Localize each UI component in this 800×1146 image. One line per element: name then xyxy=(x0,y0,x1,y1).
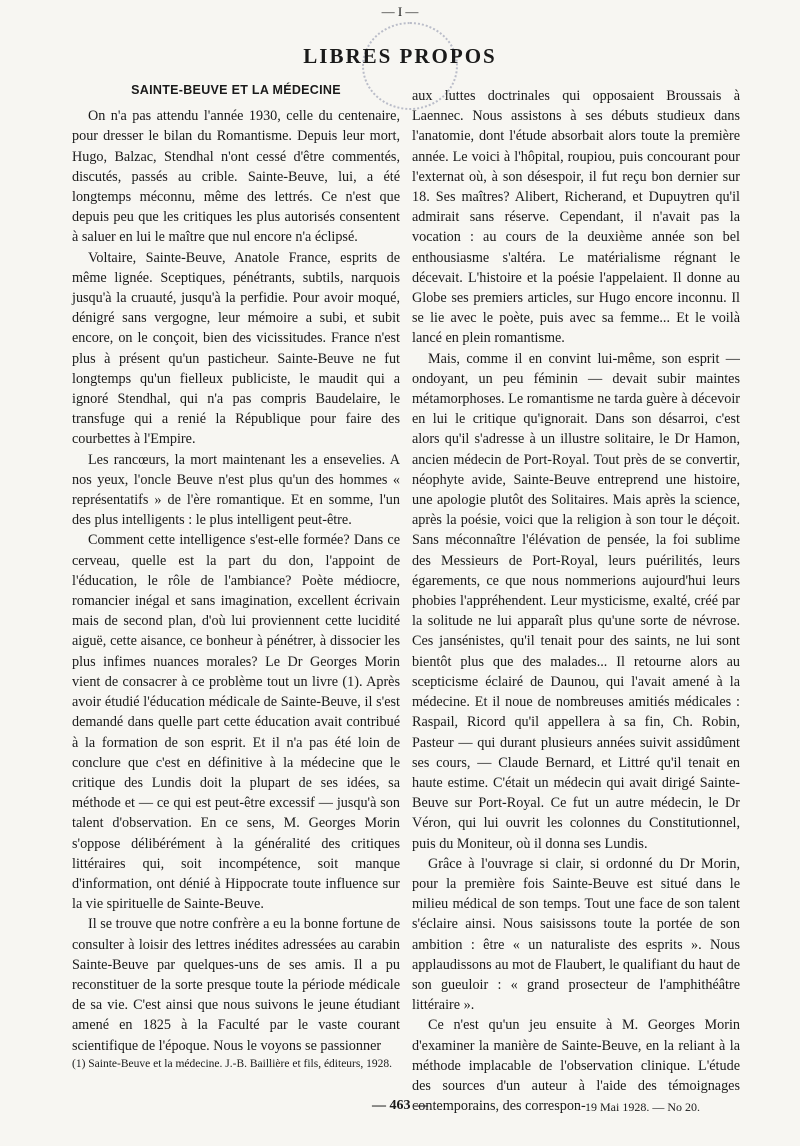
article-title: SAINTE-BEUVE ET LA MÉDECINE xyxy=(131,83,341,97)
paragraph: Les rancœurs, la mort maintenant les a ensevelies. A nos yeux, l'oncle Beuve n'est plus qu'un des hommes « représentatifs » de l'ère romantique. Et en somme, l'un des plus intelligents : le plus intelligent peut-être. xyxy=(72,451,400,529)
page-number: — 463 — xyxy=(372,1098,428,1113)
paragraph: Voltaire, Sainte-Beuve, Anatole France, esprits de même lignée. Sceptiques, pénétrants, subtils, narquois jusqu'à la cruauté, jusqu'à la perfidie. Pour avoir moqué, dénigré sans vergogne, leur mémoire a subi, et subit encore, on le conçoit, bien des vicissitudes. France n'est plus à présent qu'un pasticheur. Sainte-Beuve ne fut longtemps qu'un fielleux publiciste, le maudit qui a ignoré Stendhal, qui n'a pas compris Baudelaire, le transfuge qui a renié la République pour faire des courbettes à l'Empire. xyxy=(72,249,400,448)
footnote: (1) Sainte-Beuve et la médecine. J.-B. Baillière et fils, éditeurs, 1928. xyxy=(72,1058,392,1070)
page-title: LIBRES PROPOS xyxy=(303,44,497,68)
paragraph: Mais, comme il en convint lui-même, son esprit — ondoyant, un peu féminin — devait subir maintes métamorphoses. Le romantisme ne tarda guère à décevoir en lui le critique qu'ignorait. Dans son désarroi, c'est alors qu'il s'adresse à un illustre solitaire, le Dr Hamon, ancien médecin de Port-Royal. Tout près de se convertir, néophyte avide, Sainte-Beuve entreprend une histoire, une apologie plutôt des Solitaires. Mais après la science, après la poésie, voici que la religion à son tour le déçoit. Sans méconnaître l'élévation de pensée, la foi sublime des Messieurs de Port-Royal, leurs puérilités, leurs égarements, ce que nous nommerions aujourd'hui leurs phobies l'appréhendent. Leur mysticisme, exalté, créé par la solitude ne lui apparaît plus qu'une sorte de névrose. Ces jansénistes, qu'il tenait pour des saints, ne lui sont bientôt plus que des malades... Il retourne alors au scepticisme éclairé de Daunou, qui l'avait amené à la médecine. Et il noue de nombreuses amitiés médicales : Raspail, Ricord qu'il appellera à sa fin, Ch. Robin, Pasteur — qui durant plusieurs années suivit assidûment ses cours, — Claude Bernard, et Littré qu'il tenait en haute estime. C'était un médecin qui avait dirigé Sainte-Beuve sur Port-Royal. Ce fut un autre médecin, le Dr Véron, qui lui ouvrit les colonnes du Constitutionnel, puis du Moniteur, où il donna ses Lundis. xyxy=(412,350,740,852)
paragraph: Grâce à l'ouvrage si clair, si ordonné du Dr Morin, pour la première fois Sainte-Beuve est situé dans le milieu médical de son temps. Tout une face de son talent s'éclaire ainsi. Nous saisissons toute la portée de son ambition : être « un naturaliste des esprits ». Nous applaudissons au mot de Flaubert, le qualifiant du haut de son gueuloir : « grand prosecteur de l'amphithéâtre littéraire ». xyxy=(412,855,740,1014)
paragraph: On n'a pas attendu l'année 1930, celle du centenaire, pour dresser le bilan du Romantisme. Depuis leur mort, Hugo, Balzac, Stendhal n'ont cessé d'être commentés, discutés, passés au crible. Sainte-Beuve, lui, a été longtemps méconnu, même des lettrés. Ce n'est que depuis peu que les critiques les plus autorisés consentent à saluer en lui le maître que nul encore n'a éclipsé. xyxy=(72,108,400,246)
page-roman-numeral: — I — xyxy=(381,4,419,19)
paragraph: Ce n'est qu'un jeu ensuite à M. Georges Morin d'examiner la manière de Sainte-Beuve, en la reliant à la méthode implacable de l'observation clinique. L'étude des sources d'un auteur à l'aide des témoignages contemporains, des correspon- xyxy=(412,1017,740,1115)
column-left xyxy=(72,80,400,1080)
issue-date: 19 Mai 1928. — No 20. xyxy=(585,1100,700,1114)
paragraph: aux luttes doctrinales qui opposaient Broussais à Laennec. Nous assistons à ses débuts studieux dans l'anatomie, dont l'étude absorbait alors toute la première année. Le voici à l'hôpital, roupiou, puis concourant pour l'externat où, à son désespoir, il fut reçu bon dernier sur 18. Ses maîtres? Alibert, Richerand, et Dupuytren qu'il admirait sans réserve. Cependant, il n'avait pas la vocation : au cours de la deuxième année son bel enthousiasme s'altéra. Le matérialisme régnant le décevait. L'histoire et la poésie l'appelaient. Il donne au Globe ses premiers articles, sur Hugo encore inconnu. Il se lie avec le poète, puis avec sa femme... Et le voilà lancé en plein romantisme. xyxy=(412,88,740,347)
paragraph: Comment cette intelligence s'est-elle formée? Dans ce cerveau, quelle est la part du don, l'appoint de l'éducation, le rôle de l'ambiance? Poète médiocre, romancier inégal et sans imagination, excellent écrivain mais de second plan, d'où lui proviennent cette lucidité aiguë, cette aisance, ce bonheur à pénétrer, à dissocier les plus infimes nuances morales? Le Dr Georges Morin vient de consacrer à ce problème tout un livre (1). Après avoir étudié l'éducation médicale de Sainte-Beuve, il s'est demandé dans quelle part cette éducation avait contribué à la formation de son esprit. Et il n'a pas été loin de conclure que c'est en définitive à la médecine que le critique des Lundis doit la plupart de ses idées, sa méthode et — ce qui est peut-être excessif — jusqu'à son talent d'observation. En ce sens, M. Georges Morin s'oppose délibérément à la généralité des critiques littéraires qui, soit incompétence, soit manque d'information, ont dénié à Hippocrate toute influence sur la vie spirituelle de Sainte-Beuve. xyxy=(72,532,400,913)
paragraph: Il se trouve que notre confrère a eu la bonne fortune de consulter à loisir des lettres inédites adressées au carabin Sainte-Beuve par quelques-uns de ses amis. Il a pu reconstituer de la sorte presque toute la période médicale de sa vie. C'est ainsi que nous suivons le jeune étudiant amené en 1825 à la Faculté par le vaste courant scientifique de l'époque. Nous le voyons se passionner xyxy=(72,916,400,1054)
